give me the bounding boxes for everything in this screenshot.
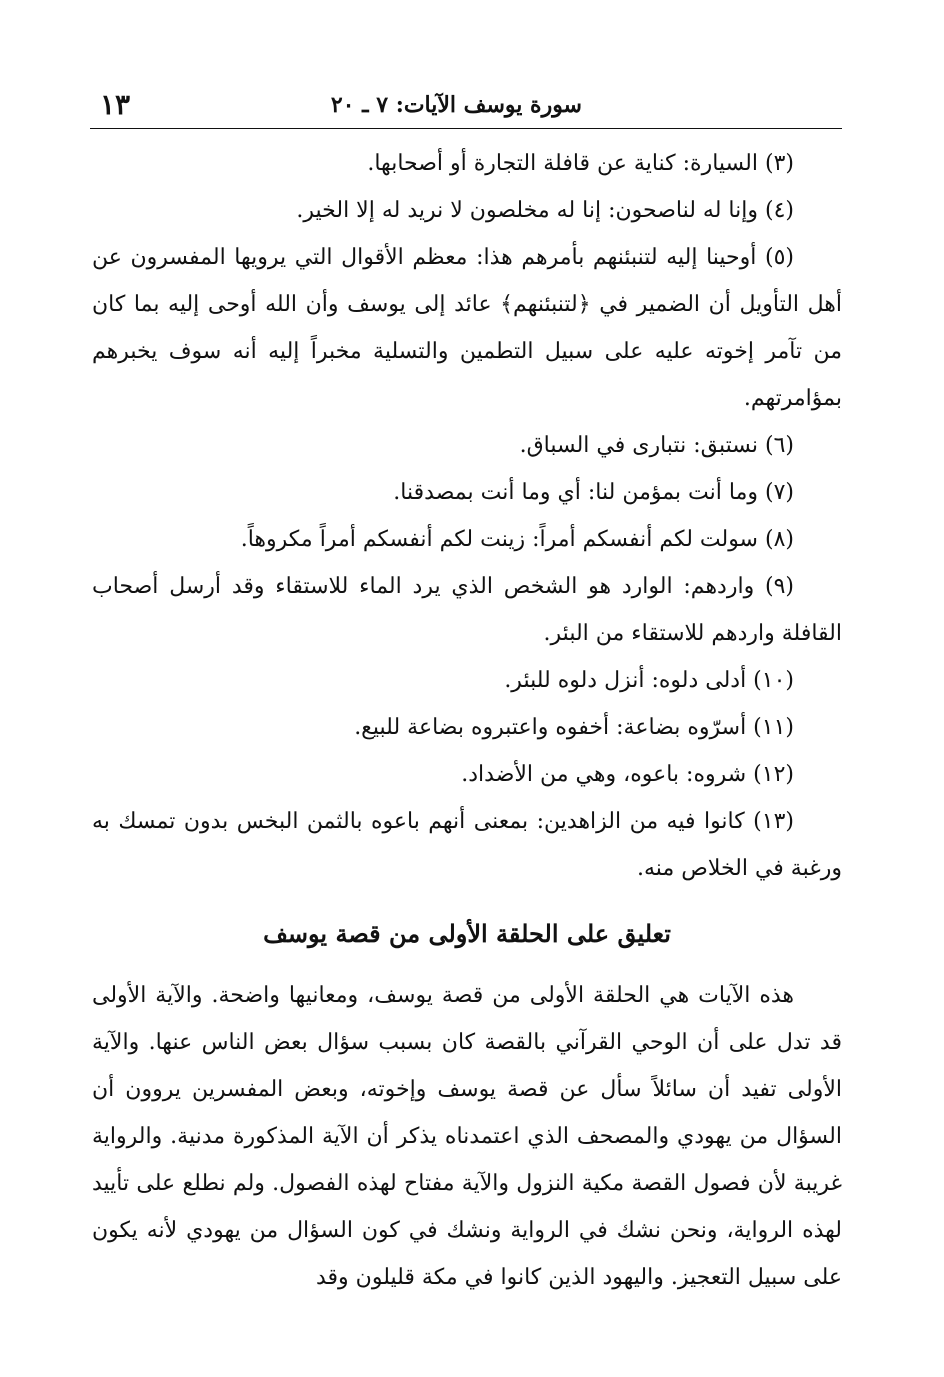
- footnote-8: (٨) سولت لكم أنفسكم أمراً: زينت لكم أنفسكم أمراً مكروهاً.: [240, 527, 794, 552]
- footnote-6: (٦) نستبق: نتبارى في السباق.: [519, 433, 794, 458]
- running-head: سورة يوسف الآيات: ٧ ـ ٢٠: [330, 92, 582, 118]
- footnote-13: (١٣) كانوا فيه من الزاهدين: بمعنى أنهم باعوه بالثمن البخس بدون تمسك به ورغبة في الخلاص منه.: [92, 809, 842, 881]
- footnote-3: (٣) السيارة: كناية عن قافلة التجارة أو أصحابها.: [367, 151, 794, 176]
- page-header: [90, 88, 842, 129]
- footnote-5: (٥) أوحينا إليه لتنبئنهم بأمرهم هذا: معظم الأقوال التي يرويها المفسرون عن أهل التأويل أن الضمير في ﴿لتنبئنهم﴾ عائد إلى يوسف وأن الله أوحى إليه بما كان من تآمر إخوته عليه على سبيل التطمين والتسلية مخبراً إليه أنه سوف يخبرهم بمؤامرتهم.: [92, 245, 842, 411]
- footnote-4: (٤) وإنا له لناصحون: إنا له مخلصون لا نريد له إلا الخير.: [296, 198, 794, 223]
- page-body: [92, 140, 842, 1301]
- footnote-7: (٧) وما أنت بمؤمن لنا: أي وما أنت بمصدقنا.: [393, 480, 794, 505]
- footnote-10: (١٠) أدلى دلوه: أنزل دلوه للبئر.: [504, 668, 794, 693]
- section-title: تعليق على الحلقة الأولى من قصة يوسف: [263, 919, 671, 948]
- commentary-paragraph: هذه الآيات هي الحلقة الأولى من قصة يوسف، ومعانيها واضحة. والآية الأولى قد تدل على أن الوحي القرآني بالقصة كان بسبب سؤال بعض الناس عنها. والآية الأولى تفيد أن سائلاً سأل عن قصة يوسف وإخوته، وبعض المفسرين يروون أن السؤال من يهودي والمصحف الذي اعتمدناه يذكر أن الآية المذكورة مدنية. والرواية غريبة لأن فصول القصة مكية النزول والآية مفتاح لهذه الفصول. ولم نطلع على تأييد لهذه الرواية، ونحن نشك في الرواية ونشك في كون السؤال من يهودي لأنه يكون على سبيل التعجيز. واليهود الذين كانوا في مكة قليلون وقد: [92, 983, 842, 1290]
- footnote-9: (٩) واردهم: الوارد هو الشخص الذي يرد الماء للاستقاء وقد أرسل أصحاب القافلة واردهم للاستقاء من البئر.: [92, 574, 842, 646]
- page-number: ١٣: [100, 88, 131, 121]
- footnote-11: (١١) أسرّوه بضاعة: أخفوه واعتبروه بضاعة للبيع.: [354, 715, 794, 740]
- footnote-12: (١٢) شروه: باعوه، وهي من الأضداد.: [461, 762, 794, 787]
